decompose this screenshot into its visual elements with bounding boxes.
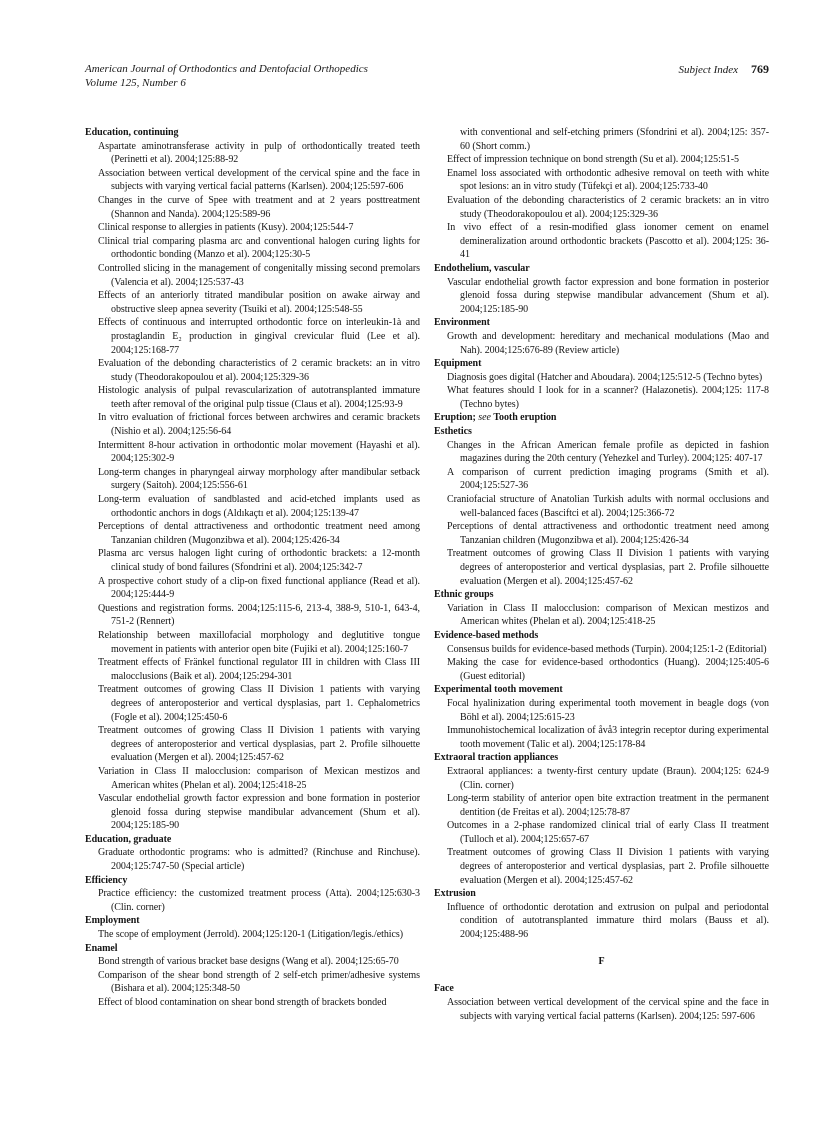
index-entry: Growth and development: hereditary and mechanical modulations (Mao and Nah). 2004;125:676-89 (Review article) [447,330,769,356]
index-entry: Aspartate aminotransferase activity in pulp of orthodontically treated teeth (Perinetti et al). 2004;125:88-92 [98,140,420,166]
index-entry: Association between vertical development of the cervical spine and the face in subjects with varying vertical facial patterns (Karlsen). 2004;125:597-606 [98,167,420,193]
index-entry: Changes in the African American female profile as depicted in fashion magazines during the 20th century (Yehezkel and Turley). 2004;125: 407-17 [447,439,769,465]
index-section-label: Subject Index [678,64,738,76]
index-entry: A prospective cohort study of a clip-on fixed functional appliance (Read et al). 2004;125:444-9 [98,575,420,601]
index-entry: Evaluation of the debonding characteristics of 2 ceramic brackets: an in vitro study (Theodorakopoulou et al). 2004;125:329-36 [447,194,769,220]
index-entry: Long-term changes in pharyngeal airway morphology after mandibular setback surgery (Saitoh). 2004;125:556-61 [98,466,420,492]
index-entry: Practice efficiency: the customized treatment process (Atta). 2004;125:630-3 (Clin. corner) [98,888,420,913]
journal-identification [85,63,368,90]
index-entry: Vascular endothelial growth factor expression and bone formation in posterior glenoid fossa during stepwise mandibular advancement (Shum et al). 2004;125:185-90 [98,793,420,832]
index-entry: Long-term evaluation of sandblasted and acid-etched implants used as orthodontic anchors in dogs (Aldıkaçtı et al). 2004;125:139-47 [98,494,420,519]
index-entry: Variation in Class II malocclusion: comparison of Mexican mestizos and American whites (Phelan et al). 2004;125:418-25 [447,602,769,628]
section-heading: Extraoral traction appliances [434,752,559,764]
index-entry: Association between vertical development of the cervical spine and the face in subjects with varying vertical facial patterns (Karlsen). 2004;125: 597-606 [447,997,769,1022]
index-entry: Making the case for evidence-based orthodontics (Huang). 2004;125:405-6 (Guest editorial) [447,657,769,682]
index-entry: Vascular endothelial growth factor expression and bone formation in posterior glenoid fossa during stepwise mandibular advancement (Shum et al). 2004;125:185-90 [447,276,769,315]
section-heading: Environment [434,317,490,329]
index-entry: Comparison of the shear bond strength of 2 self-etch primer/adhesive systems (Bishara et al). 2004;125:348-50 [98,969,420,995]
index-entry: Craniofacial structure of Anatolian Turkish adults with normal occlusions and well-balanced faces (Basciftci et al). 2004;125:366-72 [447,494,769,519]
index-entry: Questions and registration forms. 2004;125:115-6, 213-4, 388-9, 510-1, 643-4, 751-2 (Rennert) [98,602,420,628]
letter-divider: F [598,956,605,968]
index-entry: Graduate orthodontic programs: who is admitted? (Rinchuse and Rinchuse). 2004;125:747-50 (Special article) [98,847,420,873]
section-heading: Employment [85,915,140,927]
index-entry: Changes in the curve of Spee with treatment and at 2 years posttreatment (Shannon and Nanda). 2004;125:589-96 [98,194,420,220]
index-entry: Influence of orthodontic derotation and extrusion on pulpal and periodontal condition of autotransplanted immature third molars (Bauss et al). 2004;125:488-96 [447,901,769,941]
section-heading: Experimental tooth movement [434,684,563,696]
index-entry: Relationship between maxillofacial morphology and deglutitive tongue movement in patients with anterior open bite (Fujiki et al). 2004;125:160-7 [98,629,420,655]
index-entry: Consensus builds for evidence-based methods (Turpin). 2004;125:1-2 (Editorial) [447,643,767,655]
index-entry: Extraoral appliances: a twenty-first century update (Braun). 2004;125: 624-9 (Clin. corner) [447,765,769,791]
index-entry: Evaluation of the debonding characteristics of 2 ceramic brackets: an in vitro study (Theodorakopoulou et al). 2004;125:329-36 [98,358,420,383]
section-heading: Education, continuing [85,127,179,138]
index-entry: In vitro evaluation of frictional forces between archwires and ceramic brackets (Nishio et al). 2004;125:56-64 [98,412,420,438]
index-entry: Perceptions of dental attractiveness and orthodontic treatment need among Tanzanian children (Mugonzibwa et al). 2004;125:426-34 [447,521,769,546]
index-entry: Perceptions of dental attractiveness and orthodontic treatment need among Tanzanian children (Mugonzibwa et al). 2004;125:426-34 [98,521,420,546]
index-entry: Variation in Class II malocclusion: comparison of Mexican mestizos and American whites (Phelan et al). 2004;125:418-25 [98,765,420,791]
section-heading: Enamel [85,942,118,954]
index-entry: Plasma arc versus halogen light curing of orthodontic brackets: a 12-month clinical study of bond failures (Sfondrini et al). 2004;125:342-7 [98,548,420,573]
section-heading: Equipment [434,358,482,370]
index-entry: Treatment outcomes of growing Class II Division 1 patients with varying degrees of anteroposterior and vertical dysplasias, part 2. Profile silhouette evaluation (Mergen et al). 2004;125:457-62 [98,725,420,764]
heading-text: Tooth eruption [493,412,557,424]
index-entry: A comparison of current prediction imaging programs (Smith et al). 2004;125:527-36 [447,466,769,492]
index-entry: Treatment outcomes of growing Class II Division 1 patients with varying degrees of anteroposterior and vertical dysplasias, part 2. Profile silhouette evaluation (Mergen et al). 2004;125:457-62 [447,548,769,587]
right-column [434,126,769,1023]
index-entry: Effects of an anteriorly titrated mandibular position on awake airway and obstructive sleep apnea severity (Tsuiki et al). 2004;125:548-55 [98,290,420,315]
heading-text: Eruption; [434,412,479,424]
index-entry: In vivo effect of a resin-modified glass ionomer cement on enamel demineralization around orthodontic brackets (Pascotto et al). 2004;125: 36-41 [447,222,769,261]
section-heading: Endothelium, vascular [434,262,530,274]
index-entry: Long-term stability of anterior open bite extraction treatment in the permanent dentition (de Freitas et al). 2004;125:78-87 [447,793,769,818]
see-reference: see [478,412,494,424]
index-entry: Effects of continuous and interrupted orthodontic force on interleukin-1à and prostaglandin E₂ production in gingival crevicular fluid (Lee et al). 2004;125:168-77 [98,317,420,356]
index-entry: Diagnosis goes digital (Hatcher and Aboudara). 2004;125:512-5 (Techno bytes) [447,371,763,383]
index-entry: Treatment outcomes of growing Class II Division 1 patients with varying degrees of anteroposterior and vertical dysplasias, part 2. Profile silhouette evaluation (Mergen et al). 2004;125:457-62 [447,847,769,886]
index-entry: Effect of impression technique on bond strength (Su et al). 2004;125:51-5 [447,154,739,166]
index-entry: Treatment effects of Fränkel functional regulator III in children with Class III malocclusions (Baik et al). 2004;125:294-301 [98,657,420,682]
index-entry: Bond strength of various bracket base designs (Wang et al). 2004;125:65-70 [98,956,399,968]
section-heading [434,411,769,425]
section-heading: Ethnic groups [434,589,494,601]
index-entry: Intermittent 8-hour activation in orthodontic molar movement (Hayashi et al). 2004;125:302-9 [98,439,420,465]
page-number: 769 [751,62,769,76]
index-entry: Enamel loss associated with orthodontic adhesive removal on teeth with white spot lesions: an in vitro study (Tüfekçi et al). 2004;125:733-40 [447,167,769,193]
index-entry: Focal hyalinization during experimental tooth movement in beagle dogs (von Böhl et al). 2004;125:615-23 [447,697,769,723]
section-heading: Esthetics [434,426,472,438]
index-entry: What features should I look for in a scanner? (Halazonetis). 2004;125: 117-8 (Techno bytes) [447,385,769,410]
section-heading: Education, graduate [85,833,172,845]
index-entry: Clinical trial comparing plasma arc and conventional halogen curing lights for orthodontic bonding (Manzo et al). 2004;125:30-5 [98,235,420,261]
index-content [85,126,769,1023]
index-entry: Effect of blood contamination on shear bond strength of brackets bonded [98,997,387,1008]
index-entry: Controlled slicing in the management of congenitally missing second premolars (Valencia et al). 2004;125:537-43 [98,262,420,288]
index-entry: Immunohistochemical localization of åvå3 integrin receptor during experimental tooth movement (Talic et al). 2004;125:178-84 [447,725,769,750]
left-column [85,126,420,1023]
section-heading: Evidence-based methods [434,629,539,641]
journal-title: American Journal of Orthodontics and Dentofacial Orthopedics [85,63,368,75]
journal-volume-issue: Volume 125, Number 6 [85,76,186,89]
section-heading: Extrusion [434,888,476,900]
index-entry: with conventional and self-etching primers (Sfondrini et al). 2004;125: 357-60 (Short comm.) [460,127,769,152]
page-header [85,63,769,90]
section-heading: Efficiency [85,874,128,886]
running-head [678,63,769,78]
index-entry: Histologic analysis of pulpal revascularization of autotransplanted immature teeth after removal of the original pulp tissue (Claus et al). 2004;125:93-9 [98,385,420,410]
section-heading: Face [434,983,454,995]
index-entry: Clinical response to allergies in patients (Kusy). 2004;125:544-7 [98,222,354,234]
index-entry: Treatment outcomes of growing Class II Division 1 patients with varying degrees of anteroposterior and vertical dysplasias, part 1. Cephalometrics (Fogle et al). 2004;125:450-6 [98,684,420,723]
index-entry: The scope of employment (Jerrold). 2004;125:120-1 (Litigation/legis./ethics) [98,929,404,941]
index-entry: Outcomes in a 2-phase randomized clinical trial of early Class II treatment (Tulloch et al). 2004;125:657-67 [447,820,769,845]
